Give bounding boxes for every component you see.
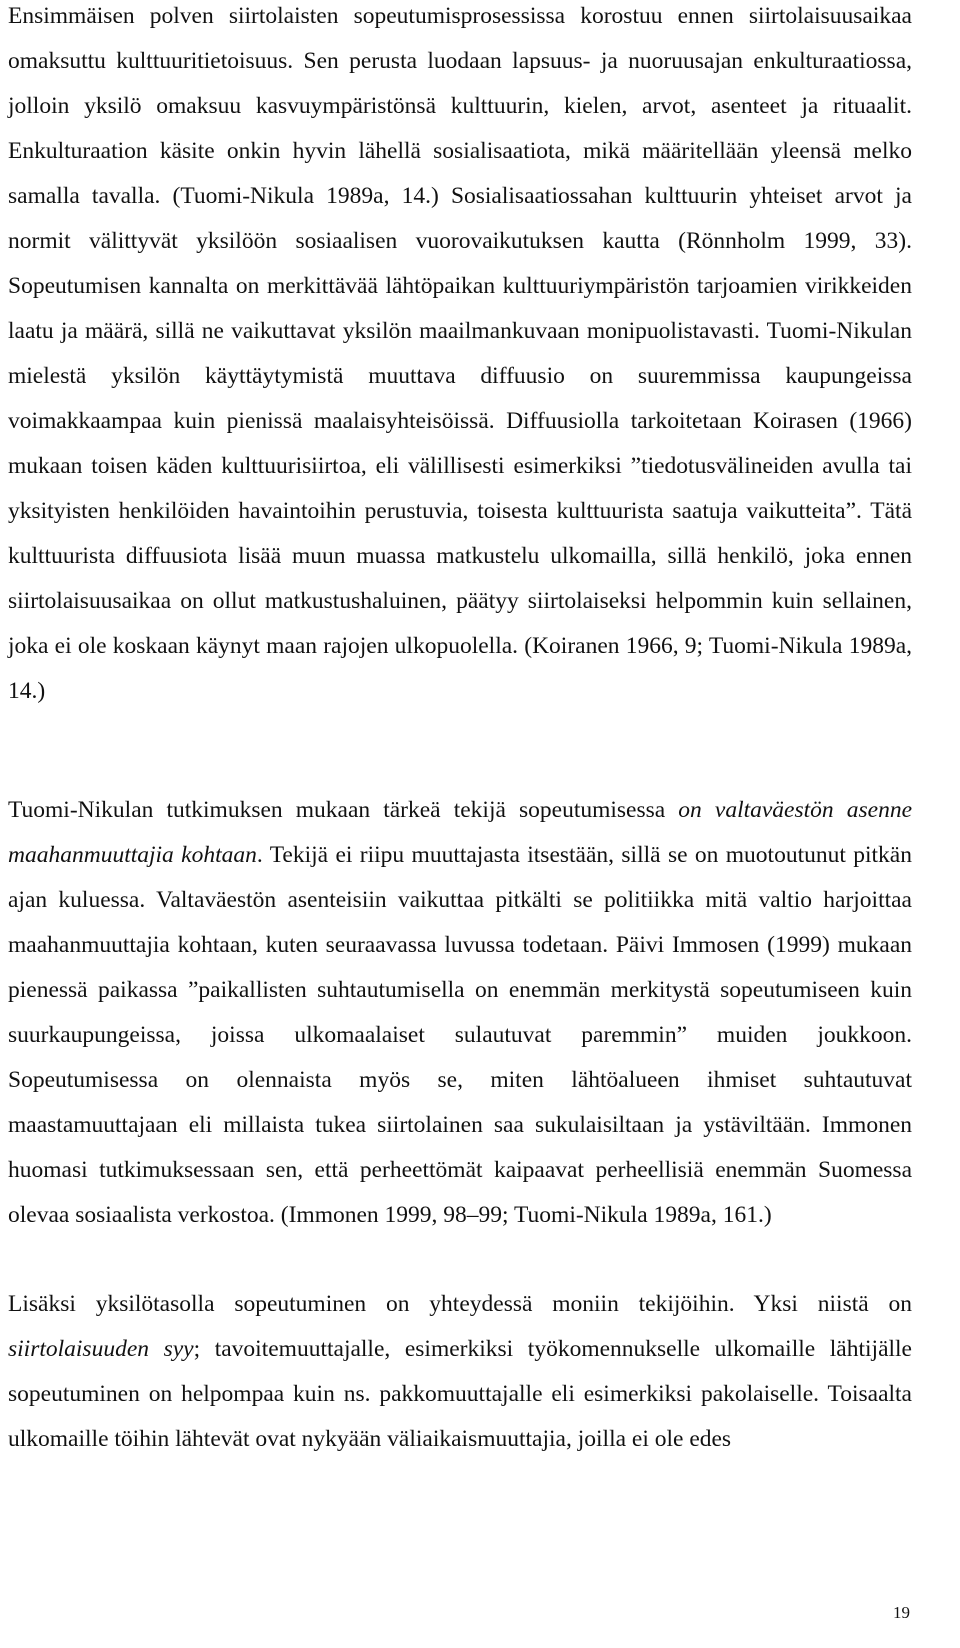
paragraph-2-emphasis: on valtaväestön asenne maahanmuuttajia kohtaan	[8, 797, 913, 868]
paragraph-3-text-after: ; tavoitemuuttajalle, esimerkiksi työkomennukselle ulkomaille lähtijälle sopeutuminen on helpompaa kuin ns. pakkomuuttajalle eli esimerkiksi pakolaiselle. Toisaalta ulkomaille töihin lähtevät ovat nykyään väliaikaismuuttajia, joilla ei ole edes	[8, 1336, 912, 1452]
paragraph-1	[8, 0, 912, 714]
paragraph-3-text-before: Lisäksi yksilötasolla sopeutuminen on yhteydessä moniin tekijöihin. Yksi niistä on	[8, 1291, 912, 1317]
paragraph-2-text-before: Tuomi-Nikulan tutkimuksen mukaan tärkeä tekijä sopeutumisessa	[8, 797, 679, 823]
paragraph-3-emphasis: siirtolaisuuden syy	[8, 1336, 194, 1362]
paragraph-2-text-after: . Tekijä ei riipu muuttajasta itsestään, sillä se on muotoutunut pitkän ajan kuluessa. Valtaväestön asenteisiin vaikuttaa pitkälti se politiikka mitä valtio harjoittaa maahanmuuttajia kohtaan, kuten seuraavassa luvussa todetaan. Päivi Immosen (1999) mukaan pienessä paikassa ”paikallisten suhtautumisella on enemmän merkitystä sopeutumiseen kuin suurkaupungeissa, joissa ulkomaalaiset sulautuvat paremmin” muiden joukkoon. Sopeutumisessa on olennaista myös se, miten lähtöalueen ihmiset suhtautuvat maastamuuttajaan eli millaista tukea siirtolainen saa sukulaisiltaan ja ystäviltään. Immonen huomasi tutkimuksessaan sen, että perheettömät kaipaavat perheellisiä enemmän Suomessa olevaa sosiaalista verkostoa. (Immonen 1999, 98–99; Tuomi-Nikula 1989a, 161.)	[8, 842, 912, 1228]
paragraph-3	[8, 1282, 912, 1462]
paragraph-1-text: Ensimmäisen polven siirtolaisten sopeutumisprosessissa korostuu ennen siirtolaisuusaikaa omaksuttu kulttuuritietoisuus. Sen perusta luodaan lapsuus- ja nuoruusajan enkulturaatiossa, jolloin yksilö omaksuu kasvuympäristönsä kulttuurin, kielen, arvot, asenteet ja rituaalit. Enkulturaation käsite onkin hyvin lähellä sosialisaatiota, mikä määritellään yleensä melko samalla tavalla. (Tuomi-Nikula 1989a, 14.) Sosialisaatiossahan kulttuurin yhteiset arvot ja normit välittyvät yksilöön sosiaalisen vuorovaikutuksen kautta (Rönnholm 1999, 33). Sopeutumisen kannalta on merkittävää lähtöpaikan kulttuuriympäristön tarjoamien virikkeiden laatu ja määrä, sillä ne vaikuttavat yksilön maailmankuvaan monipuolistavasti. Tuomi-Nikulan mielestä yksilön käyttäytymistä muuttava diffuusio on suuremmissa kaupungeissa voimakkaampaa kuin pienissä maalaisyhteisöissä. Diffuusiolla tarkoitetaan Koirasen (1966) mukaan toisen käden kulttuurisiirtoa, eli välillisesti esimerkiksi ”tiedotusvälineiden avulla tai yksityisten henkilöiden havaintoihin perustuvia, toisesta kulttuurista saatuja vaikutteita”. Tätä kulttuurista diffuusiota lisää muun muassa matkustelu ulkomailla, sillä henkilö, joka ennen siirtolaisuusaikaa on ollut matkustushaluinen, päätyy siirtolaiseksi helpommin kuin sellainen, joka ei ole koskaan käynyt maan rajojen ulkopuolella. (Koiranen 1966, 9; Tuomi-Nikula 1989a, 14.)	[8, 3, 912, 704]
paragraph-2	[8, 788, 912, 1238]
page-number: 19	[893, 1603, 910, 1622]
